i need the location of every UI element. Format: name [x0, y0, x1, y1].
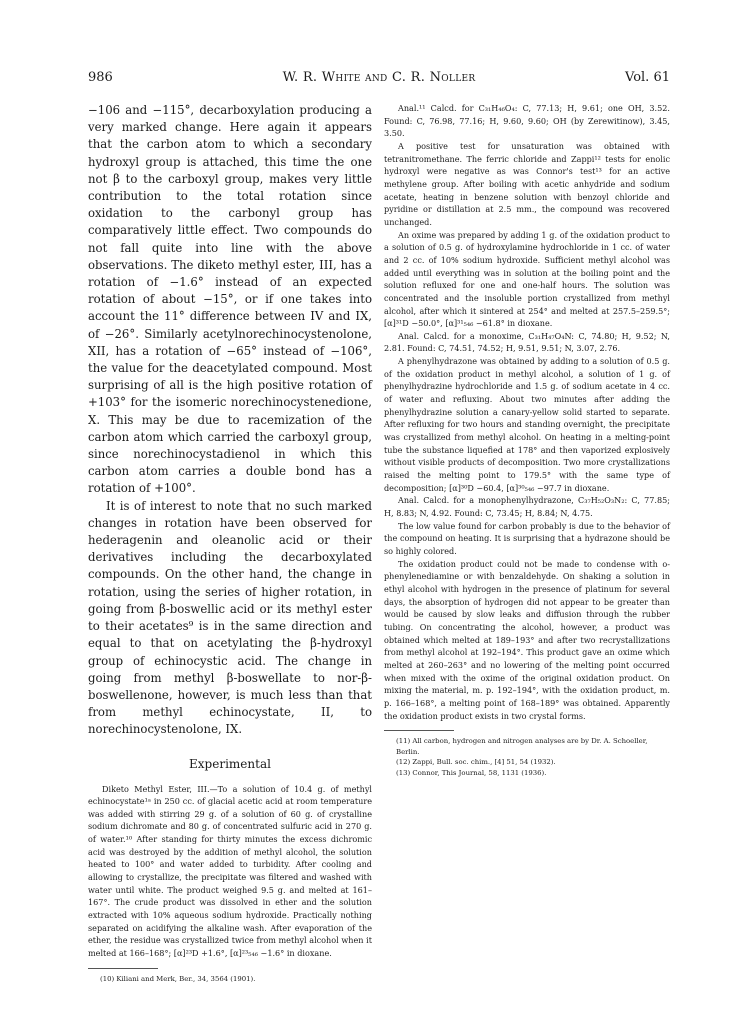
analysis-paragraph-2: Anal. Calcd. for a monoxime, C₃₁H₄₇O₄N: C, 74.80; H, 9.52; N, 2.81. Found: C, 74.51, 74.52; H, 9.51, 9.51; N, 3.07, 2.76.: [384, 330, 670, 354]
section-title-experimental: Experimental: [189, 756, 271, 771]
footnote-12: (12) Zappi, Bull. soc. chim., [4] 51, 54 (1932).: [396, 758, 556, 767]
phenylhydrazone-paragraph: A phenylhydrazone was obtained by adding to a solution of 0.5 g. of the oxidation product in methyl alcohol, a solution of 1 g. of phenylhydrazine hydrochloride and 1.5 g. of sodium acetate in 4 cc. of water and refluxing. About two minutes after adding the phenylhydrazine solution a canary-yellow solid started to separate. After refluxing for two hours and standing overnight, the precipitate was crystallized from methyl alcohol. On heating in a melting-point tube the substance liquefied at 178° and then vaporized explosively without visible products of decomposition. Two more crystallizations raised the melting point to 179.5° with the same type of decomposition; [α]³⁰D −60.4, [α]³⁰₅₄₆ −97.7 in dioxane.: [384, 356, 670, 493]
footnote-10: (10) Kiliani and Merk, Ber., 34, 3564 (1901).: [100, 974, 256, 983]
volume-label: Vol. 61: [625, 70, 670, 85]
oxime-paragraph: An oxime was prepared by adding 1 g. of the oxidation product to a solution of 0.5 g. of hydroxylamine hydrochloride in 1 cc. of water and 2 cc. of 10% sodium hydroxide. Sufficient methyl alcohol was added until everything was in solution at the boiling point and the solution refluxed for one and one-half hours. The solution was concentrated and the insoluble portion crystallized from methyl alcohol, after which it sintered at 254° and melted at 257.5–259.5°; [α]³¹D −50.0°, [α]³¹₅₄₆ −61.8° in dioxane.: [384, 229, 670, 329]
footnote-13: (13) Connor, This Journal, 58, 1131 (1936).: [396, 768, 547, 777]
page-number: 986: [88, 70, 113, 85]
discussion-paragraph-2: It is of interest to note that no such marked changes in rotation have been observed for hederagenin and oleanolic acid or their derivatives including the decarboxylated compounds. On the other hand, the change in rotation, using the series of higher rotation, in going from β-boswellic acid or its methyl ester to their acetates⁹ is in the same direction and equal to that on acetylating the β-hydroxyl group of echinocystic acid. The change in going from methyl β-boswellate to nor-β-boswellenone, however, is much less than that from methyl echinocystate, II, to norechinocystenolone, IX.: [88, 498, 372, 737]
discussion-paragraph-1: −106 and −115°, decarboxylation producing a very marked change. Here again it appears that the carbon atom to which a secondary hydroxyl group is attached, this time the one not β to the carboxyl group, makes very little contribution to the total rotation since oxidation to the carbonyl group has comparatively little effect. Two compounds do not fall quite into line with the above observations. The diketo methyl ester, III, has a rotation of −1.6° instead of an expected rotation of about −15°, or if one takes into account the 11° difference between IV and IX, of −26°. Similarly acetylnorechinocystenolone, XII, has a rotation of −65° instead of −106°, the value for the deacetylated compound. Most surprising of all is the high positive rotation of +103° for the isomeric norechinocystenedione, X. This may be due to racemization of the carbon atom which carried the carboxyl group, since norechinocystadienol in which this carbon atom carries a double bond has a rotation of +100°.: [88, 103, 372, 496]
analysis-paragraph-1: Anal.¹¹ Calcd. for C₃₁H₄₆O₄: C, 77.13; H, 9.61; one OH, 3.52. Found: C, 76.98, 77.16; H, 9.60, 9.60; OH (by Zerewitinow), 3.45, 3.50.: [384, 103, 670, 139]
analysis-paragraph-3: Anal. Calcd. for a monophenylhydrazone, C₃₇H₅₂O₃N₂: C, 77.85; H, 8.83; N, 4.92. Found: C, 73.45; H, 8.84; N, 4.75.: [384, 495, 670, 518]
footnote-11: (11) All carbon, hydrogen and nitrogen analyses are by Dr. A. Schoeller, Berlin.: [396, 737, 648, 756]
unsaturation-paragraph: A positive test for unsaturation was obtained with tetranitromethane. The ferric chloride and Zappi¹² tests for enolic hydroxyl were negative as was Connor's test¹³ for an active methylene group. After boiling with acetic anhydride and sodium acetate, heating in benzene solution with benzoyl chloride and pyridine or distillation at 2.5 mm., the compound was recovered unchanged.: [384, 140, 670, 227]
experimental-paragraph: Diketo Methyl Ester, III.—To a solution of 10.4 g. of methyl echinocystate¹ᵃ in 250 cc. of glacial acetic acid at room temperature was added with stirring 29 g. of a solution of 60 g. of crystalline sodium dichromate and 80 g. of concentrated sulfuric acid in 270 g. of water.¹⁰ After standing for thirty minutes the excess dichromic acid was destroyed by the addition of methyl alcohol, the solution heated to 100° and water added to turbidity. After cooling and allowing to crystallize, the precipitate was filtered and washed with water until white. The product weighed 9.5 g. and melted at 161–167°. The crude product was dissolved in ether and the solution extracted with 10% aqueous sodium hydroxide. Practically nothing separated on acidifying the alkaline wash. After evaporation of the ether, the residue was crystallized twice from methyl alcohol when it melted at 166–168°; [α]²³D +1.6°, [α]²³₅₄₆ −1.6° in dioxane.: [88, 783, 372, 959]
running-title: W. R. White and C. R. Noller: [282, 70, 476, 85]
right-column: [384, 102, 670, 779]
footnote-divider: [88, 968, 158, 969]
left-column: [88, 102, 372, 984]
page-header: [88, 70, 670, 90]
oxidation-product-paragraph: The oxidation product could not be made to condense with o-phenylenediamine or with benzaldehyde. On shaking a solution in ethyl alcohol with hydrogen in the presence of platinum for several days, the absorption of hydrogen did not appear to be greater than would be caused by slow leaks and diffusion through the rubber tubing. On concentrating the alcohol, however, a product was obtained which melted at 189–193° and after two recrystallizations from methyl alcohol at 192–194°. This product gave an oxime which melted at 260–263° and no lowering of the melting point occurred when mixed with the oxime of the original oxidation product. On mixing the material, m. p. 192–194°, with the oxidation product, m. p. 166–168°, a melting point of 168–189° was obtained. Apparently the oxidation product exists in two crystal forms.: [384, 558, 670, 721]
carbon-value-paragraph: The low value found for carbon probably is due to the behavior of the compound on heating. It is surprising that a hydrazone should be so highly colored.: [384, 520, 670, 556]
footnote-divider: [384, 730, 454, 731]
